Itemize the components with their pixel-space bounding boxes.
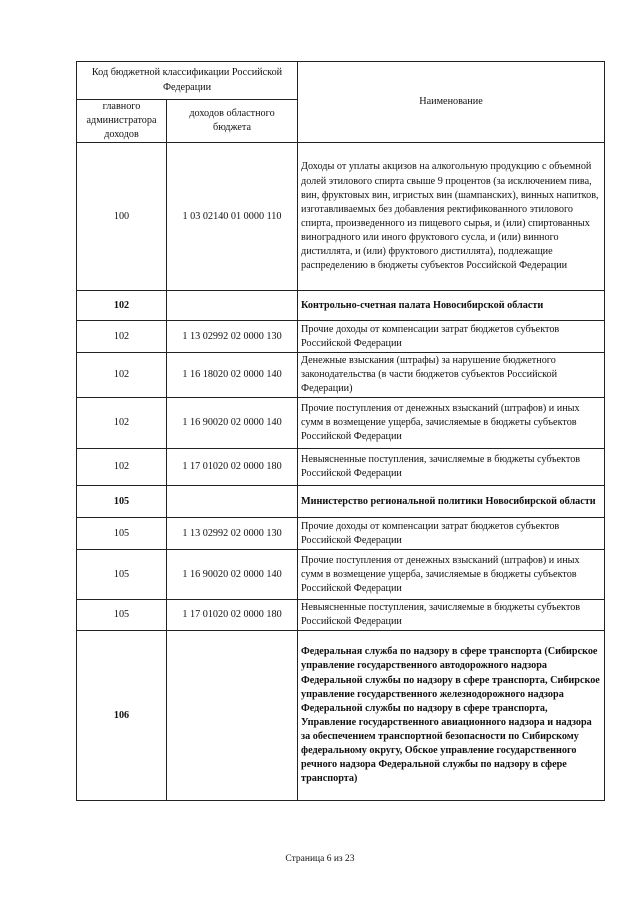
row-description: Денежные взыскания (штрафы) за нарушение бюджетного законодательства (в части бюджетов субъектов Российской Федерации) — [298, 353, 605, 398]
admin-code: 102 — [77, 398, 167, 449]
income-code — [167, 486, 298, 518]
row-description: Контрольно-счетная палата Новосибирской области — [298, 291, 605, 321]
income-code — [167, 291, 298, 321]
row-description: Прочие доходы от компенсации затрат бюджетов субъектов Российской Федерации — [298, 321, 605, 353]
income-code: 1 17 01020 02 0000 180 — [167, 600, 298, 631]
table-row — [77, 398, 605, 449]
admin-code: 105 — [77, 518, 167, 550]
admin-code: 105 — [77, 600, 167, 631]
table-row — [77, 518, 605, 550]
row-description: Прочие поступления от денежных взысканий (штрафов) и иных сумм в возмещение ущерба, зачисляемые в бюджеты субъектов Российской Федерации — [298, 398, 605, 449]
income-code: 1 13 02992 02 0000 130 — [167, 518, 298, 550]
admin-code: 102 — [77, 449, 167, 486]
table-row — [77, 353, 605, 398]
income-code: 1 16 18020 02 0000 140 — [167, 353, 298, 398]
row-description: Прочие поступления от денежных взысканий (штрафов) и иных сумм в возмещение ущерба, зачисляемые в бюджеты субъектов Российской Федерации — [298, 550, 605, 600]
row-description: Министерство региональной политики Новосибирской области — [298, 486, 605, 518]
header-name: Наименование — [298, 62, 605, 143]
admin-code: 102 — [77, 321, 167, 353]
admin-code: 102 — [77, 353, 167, 398]
admin-code: 100 — [77, 143, 167, 291]
income-code: 1 16 90020 02 0000 140 — [167, 550, 298, 600]
admin-code: 106 — [77, 631, 167, 801]
income-code: 1 16 90020 02 0000 140 — [167, 398, 298, 449]
income-code: 1 13 02992 02 0000 130 — [167, 321, 298, 353]
income-code: 1 17 01020 02 0000 180 — [167, 449, 298, 486]
admin-code: 105 — [77, 550, 167, 600]
row-description: Невыясненные поступления, зачисляемые в бюджеты субъектов Российской Федерации — [298, 449, 605, 486]
table-row — [77, 550, 605, 600]
row-description: Доходы от уплаты акцизов на алкогольную продукцию с объемной долей этилового спирта свыше 9 процентов (за исключением пива, вин, фруктовых вин, игристых вин (шампанских), винных напитков, изготавливаемых без добавления ректификованного этилового спирта, произведенного из пищевого сырья, и (или) спиртованных виноградного или иного фруктового сусла, и (или) винного дистиллята, и (или) фруктового дистиллята), подлежащие распределению в бюджеты субъектов Российской Федерации — [298, 143, 605, 291]
row-description: Невыясненные поступления, зачисляемые в бюджеты субъектов Российской Федерации — [298, 600, 605, 631]
row-description: Прочие доходы от компенсации затрат бюджетов субъектов Российской Федерации — [298, 518, 605, 550]
table-row — [77, 486, 605, 518]
admin-code: 105 — [77, 486, 167, 518]
page-number: Страница 6 из 23 — [285, 854, 355, 864]
income-code — [167, 631, 298, 801]
table-row — [77, 143, 605, 291]
admin-code: 102 — [77, 291, 167, 321]
header-row — [77, 62, 605, 100]
income-code: 1 03 02140 01 0000 110 — [167, 143, 298, 291]
row-description: Федеральная служба по надзору в сфере транспорта (Сибирское управление государственного автодорожного надзора Федеральной службы по надзору в сфере транспорта, Сибирское управление государственного железнодорожного надзора Федеральной службы по надзору в сфере транспорта, Управление государственного авиационного надзора и надзора за обеспечением транспортной безопасности по Сибирскому федеральному округу, Обское управление государственного речного надзора Федеральной службы по надзору в сфере транспорта) — [298, 631, 605, 801]
header-income: доходов областного бюджета — [167, 100, 298, 143]
table-row — [77, 321, 605, 353]
table-row — [77, 291, 605, 321]
table-row — [77, 631, 605, 801]
header-kbk: Код бюджетной классификации Российской Федерации — [77, 62, 298, 100]
table-row — [77, 449, 605, 486]
budget-classification-table — [76, 61, 605, 801]
table-row — [77, 600, 605, 631]
header-admin: главного администратора доходов — [77, 100, 167, 143]
